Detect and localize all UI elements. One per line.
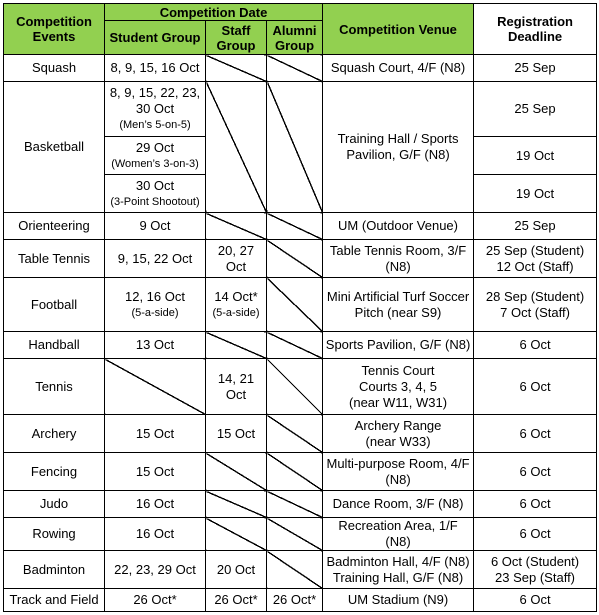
staff-squash-na bbox=[206, 55, 267, 82]
event-rowing: Rowing bbox=[4, 518, 105, 551]
staff-archery: 15 Oct bbox=[206, 415, 267, 453]
venue-tennis: Tennis Court Courts 3, 4, 5 (near W11, W31) bbox=[323, 359, 474, 415]
deadline-badminton: 6 Oct (Student) 23 Sep (Staff) bbox=[474, 551, 597, 589]
staff-handball-na bbox=[206, 332, 267, 359]
event-badminton: Badminton bbox=[4, 551, 105, 589]
deadline-basketball-mens: 25 Sep bbox=[474, 82, 597, 137]
student-track-and-field: 26 Oct* bbox=[105, 589, 206, 612]
student-squash: 8, 9, 15, 16 Oct bbox=[105, 55, 206, 82]
alumni-badminton-na bbox=[267, 551, 323, 589]
header-venue: Competition Venue bbox=[323, 4, 474, 55]
basketball-shootout-dates: 30 Oct bbox=[135, 177, 175, 193]
alumni-fencing-na bbox=[267, 453, 323, 491]
row-orienteering bbox=[4, 213, 597, 240]
venue-handball: Sports Pavilion, G/F (N8) bbox=[323, 332, 474, 359]
row-table-tennis bbox=[4, 240, 597, 278]
row-track-and-field bbox=[4, 589, 597, 612]
deadline-table-tennis: 25 Sep (Student) 12 Oct (Staff) bbox=[474, 240, 597, 278]
header-alumni: Alumni Group bbox=[267, 21, 323, 55]
student-basketball-womens bbox=[105, 137, 206, 175]
alumni-basketball-na bbox=[267, 82, 323, 213]
basketball-mens-note: (Men’s 5-on-5) bbox=[119, 119, 191, 131]
deadline-basketball-womens: 19 Oct bbox=[474, 137, 597, 175]
event-orienteering: Orienteering bbox=[4, 213, 105, 240]
staff-orienteering-na bbox=[206, 213, 267, 240]
row-archery bbox=[4, 415, 597, 453]
event-tennis: Tennis bbox=[4, 359, 105, 415]
header-student: Student Group bbox=[105, 21, 206, 55]
staff-fencing-na bbox=[206, 453, 267, 491]
event-handball: Handball bbox=[4, 332, 105, 359]
venue-squash: Squash Court, 4/F (N8) bbox=[323, 55, 474, 82]
student-basketball-shootout bbox=[105, 175, 206, 213]
football-student-note: (5-a-side) bbox=[131, 306, 179, 319]
football-staff-note: (5-a-side) bbox=[212, 306, 260, 319]
deadline-judo: 6 Oct bbox=[474, 491, 597, 518]
alumni-judo-na bbox=[267, 491, 323, 518]
basketball-shootout-note: (3-Point Shootout) bbox=[110, 195, 200, 208]
event-track-and-field: Track and Field bbox=[4, 589, 105, 612]
alumni-table-tennis-na bbox=[267, 240, 323, 278]
competition-schedule-table bbox=[3, 3, 597, 612]
alumni-handball-na bbox=[267, 332, 323, 359]
event-basketball: Basketball bbox=[4, 82, 105, 213]
student-table-tennis: 9, 15, 22 Oct bbox=[105, 240, 206, 278]
header-row-1 bbox=[4, 4, 597, 21]
student-rowing: 16 Oct bbox=[105, 518, 206, 551]
event-table-tennis: Table Tennis bbox=[4, 240, 105, 278]
row-judo bbox=[4, 491, 597, 518]
staff-football bbox=[206, 278, 267, 332]
event-football: Football bbox=[4, 278, 105, 332]
header-staff: Staff Group bbox=[206, 21, 267, 55]
basketball-womens-note: (Women’s 3-on-3) bbox=[111, 157, 199, 170]
venue-basketball: Training Hall / Sports Pavilion, G/F (N8) bbox=[323, 82, 474, 213]
venue-judo: Dance Room, 3/F (N8) bbox=[323, 491, 474, 518]
alumni-rowing-na bbox=[267, 518, 323, 551]
venue-table-tennis: Table Tennis Room, 3/F (N8) bbox=[323, 240, 474, 278]
deadline-basketball-shootout: 19 Oct bbox=[474, 175, 597, 213]
event-squash: Squash bbox=[4, 55, 105, 82]
row-badminton bbox=[4, 551, 597, 589]
venue-football: Mini Artificial Turf Soccer Pitch (near S9) bbox=[323, 278, 474, 332]
basketball-womens-dates: 29 Oct bbox=[135, 139, 175, 155]
venue-track-and-field: UM Stadium (N9) bbox=[323, 589, 474, 612]
header-events: Competition Events bbox=[4, 4, 105, 55]
student-badminton: 22, 23, 29 Oct bbox=[105, 551, 206, 589]
event-archery: Archery bbox=[4, 415, 105, 453]
alumni-archery-na bbox=[267, 415, 323, 453]
student-orienteering: 9 Oct bbox=[105, 213, 206, 240]
row-fencing bbox=[4, 453, 597, 491]
alumni-track-and-field: 26 Oct* bbox=[267, 589, 323, 612]
row-handball bbox=[4, 332, 597, 359]
student-fencing: 15 Oct bbox=[105, 453, 206, 491]
football-student-dates: 12, 16 Oct bbox=[125, 288, 185, 304]
event-fencing: Fencing bbox=[4, 453, 105, 491]
row-squash bbox=[4, 55, 597, 82]
row-basketball-mens bbox=[4, 82, 597, 137]
alumni-tennis-na bbox=[267, 359, 323, 415]
venue-rowing: Recreation Area, 1/F (N8) bbox=[323, 518, 474, 551]
staff-basketball-na bbox=[206, 82, 267, 213]
student-basketball-mens bbox=[105, 82, 206, 137]
alumni-squash-na bbox=[267, 55, 323, 82]
basketball-mens-dates: 8, 9, 15, 22, 23, 30 Oct bbox=[109, 85, 201, 116]
student-tennis-na bbox=[105, 359, 206, 415]
event-judo: Judo bbox=[4, 491, 105, 518]
student-football bbox=[105, 278, 206, 332]
staff-tennis: 14, 21 Oct bbox=[206, 359, 267, 415]
staff-rowing-na bbox=[206, 518, 267, 551]
staff-table-tennis: 20, 27 Oct bbox=[206, 240, 267, 278]
alumni-football-na bbox=[267, 278, 323, 332]
deadline-archery: 6 Oct bbox=[474, 415, 597, 453]
row-football bbox=[4, 278, 597, 332]
student-judo: 16 Oct bbox=[105, 491, 206, 518]
deadline-squash: 25 Sep bbox=[474, 55, 597, 82]
staff-badminton: 20 Oct bbox=[206, 551, 267, 589]
student-archery: 15 Oct bbox=[105, 415, 206, 453]
deadline-football: 28 Sep (Student) 7 Oct (Staff) bbox=[474, 278, 597, 332]
staff-track-and-field: 26 Oct* bbox=[206, 589, 267, 612]
venue-fencing: Multi-purpose Room, 4/F (N8) bbox=[323, 453, 474, 491]
alumni-orienteering-na bbox=[267, 213, 323, 240]
deadline-fencing: 6 Oct bbox=[474, 453, 597, 491]
deadline-track-and-field: 6 Oct bbox=[474, 589, 597, 612]
deadline-handball: 6 Oct bbox=[474, 332, 597, 359]
venue-orienteering: UM (Outdoor Venue) bbox=[323, 213, 474, 240]
football-staff-dates: 14 Oct* bbox=[214, 288, 258, 304]
venue-archery: Archery Range (near W33) bbox=[323, 415, 474, 453]
deadline-orienteering: 25 Sep bbox=[474, 213, 597, 240]
header-deadline: Registration Deadline bbox=[474, 4, 597, 55]
header-date: Competition Date bbox=[105, 4, 323, 21]
venue-badminton: Badminton Hall, 4/F (N8) Training Hall, G/F (N8) bbox=[323, 551, 474, 589]
row-rowing bbox=[4, 518, 597, 551]
row-tennis bbox=[4, 359, 597, 415]
deadline-rowing: 6 Oct bbox=[474, 518, 597, 551]
deadline-tennis: 6 Oct bbox=[474, 359, 597, 415]
staff-judo-na bbox=[206, 491, 267, 518]
student-handball: 13 Oct bbox=[105, 332, 206, 359]
